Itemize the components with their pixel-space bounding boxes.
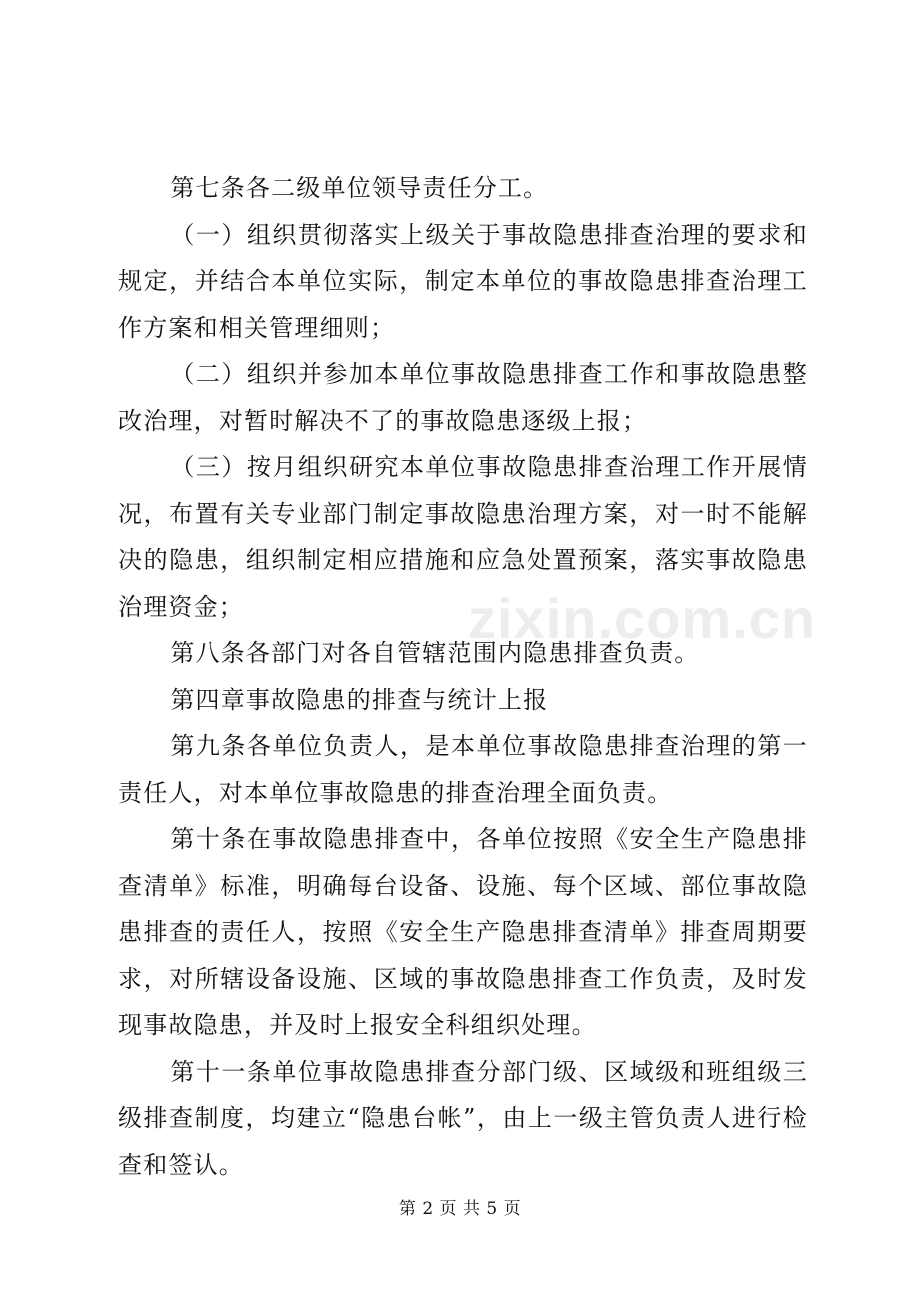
paragraph-article-8: 第八条各部门对各自管辖范围内隐患排查负责。 <box>170 639 700 667</box>
page-footer: 第 2 页 共 5 页 <box>398 1199 522 1219</box>
watermark: zixin.com.cn <box>468 587 817 650</box>
paragraph-article-10: 第十条在事故隐患排查中，各单位按照《安全生产隐患排查清单》标准，明确每台设备、设施、每个区域、部位事故隐患排查的责任人，按照《安全生产隐患排查清单》排查周期要求，对所辖设备设施、区域的事故隐患排查工作负责，及时发现事故隐患，并及时上报安全科组织处理。 <box>118 825 808 1039</box>
paragraph-item-1: （一）组织贯彻落实上级关于事故隐患排查治理的要求和规定，并结合本单位实际，制定本单位的事故隐患排查治理工作方案和相关管理细则； <box>118 220 808 342</box>
paragraph-article-9: 第九条各单位负责人，是本单位事故隐患排查治理的第一责任人，对本单位事故隐患的排查治理全面负责。 <box>118 732 808 807</box>
paragraph-item-2: （二）组织并参加本单位事故隐患排查工作和事故隐患整改治理，对暂时解决不了的事故隐患逐级上报； <box>118 360 808 435</box>
chapter-4-heading: 第四章事故隐患的排查与统计上报 <box>170 685 549 714</box>
document-body <box>118 165 808 1188</box>
paragraph-item-3: （三）按月组织研究本单位事故隐患排查治理工作开展情况，布置有关专业部门制定事故隐患治理方案，对一时不能解决的隐患，组织制定相应措施和应急处置预案，落实事故隐患治理资金； <box>118 453 808 621</box>
paragraph-article-7: 第七条各二级单位领导责任分工。 <box>170 174 549 202</box>
paragraph-article-11: 第十一条单位事故隐患排查分部门级、区域级和班组级三级排查制度，均建立“隐患台帐”，由上一级主管负责人进行检查和签认。 <box>118 1057 808 1179</box>
